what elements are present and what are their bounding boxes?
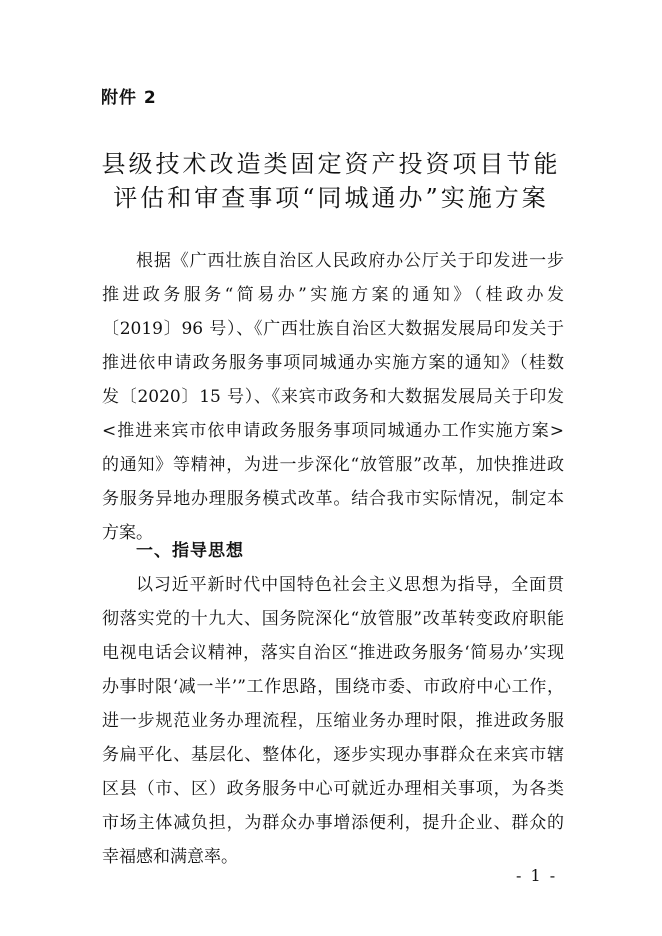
text-line: 电视电话会议精神，落实自治区“推进政务服务‘简易办’实现 [102, 643, 564, 663]
text-line: 根据《广西壮族自治区人民政府办公厅关于印发进一步 [136, 251, 564, 271]
text-line: 〔2019〕96 号）、《广西壮族自治区大数据发展局印发关于 [102, 319, 564, 339]
text-line: 务扁平化、基层化、整体化，逐步实现办事群众在来宾市辖 [102, 745, 564, 765]
page-number: - 1 - [516, 866, 558, 885]
text-line: 办事时限‘减一半’”工作思路，围绕市委、市政府中心工作， [102, 677, 564, 697]
document-title-line-2: 评估和审查事项“同城通办”实施方案 [113, 184, 549, 212]
text-line: 幸福感和满意率。 [102, 847, 238, 867]
document-title-line-1: 县级技术改造类固定资产投资项目节能 [101, 150, 561, 178]
text-line: <推进来宾市依申请政务服务事项同城通办工作实施方案> [102, 421, 564, 441]
text-line: 以习近平新时代中国特色社会主义思想为指导，全面贯 [136, 575, 564, 595]
text-line: 的通知》等精神，为进一步深化“放管服”改革，加快推进政 [102, 455, 564, 475]
text-line: 推进依申请政务服务事项同城通办实施方案的通知》（桂数 [102, 353, 564, 373]
text-line: 市场主体减负担，为群众办事增添便利，提升企业、群众的 [102, 813, 564, 833]
text-line: 区县（市、区）政务服务中心可就近办理相关事项，为各类 [102, 779, 564, 799]
text-line: 推进政务服务“简易办”实施方案的通知》（桂政办发 [102, 285, 564, 305]
text-line: 务服务异地办理服务模式改革。结合我市实际情况，制定本 [102, 489, 564, 509]
text-line: 发〔2020〕15 号）、《来宾市政务和大数据发展局关于印发 [102, 387, 564, 407]
attachment-label: 附件 2 [101, 88, 157, 108]
section-heading-guiding-ideology: 一、指导思想 [136, 541, 244, 561]
text-line: 方案。 [102, 523, 153, 543]
text-line: 进一步规范业务办理流程，压缩业务办理时限，推进政务服 [102, 711, 564, 731]
text-line: 彻落实党的十九大、国务院深化“放管服”改革转变政府职能 [102, 609, 564, 629]
